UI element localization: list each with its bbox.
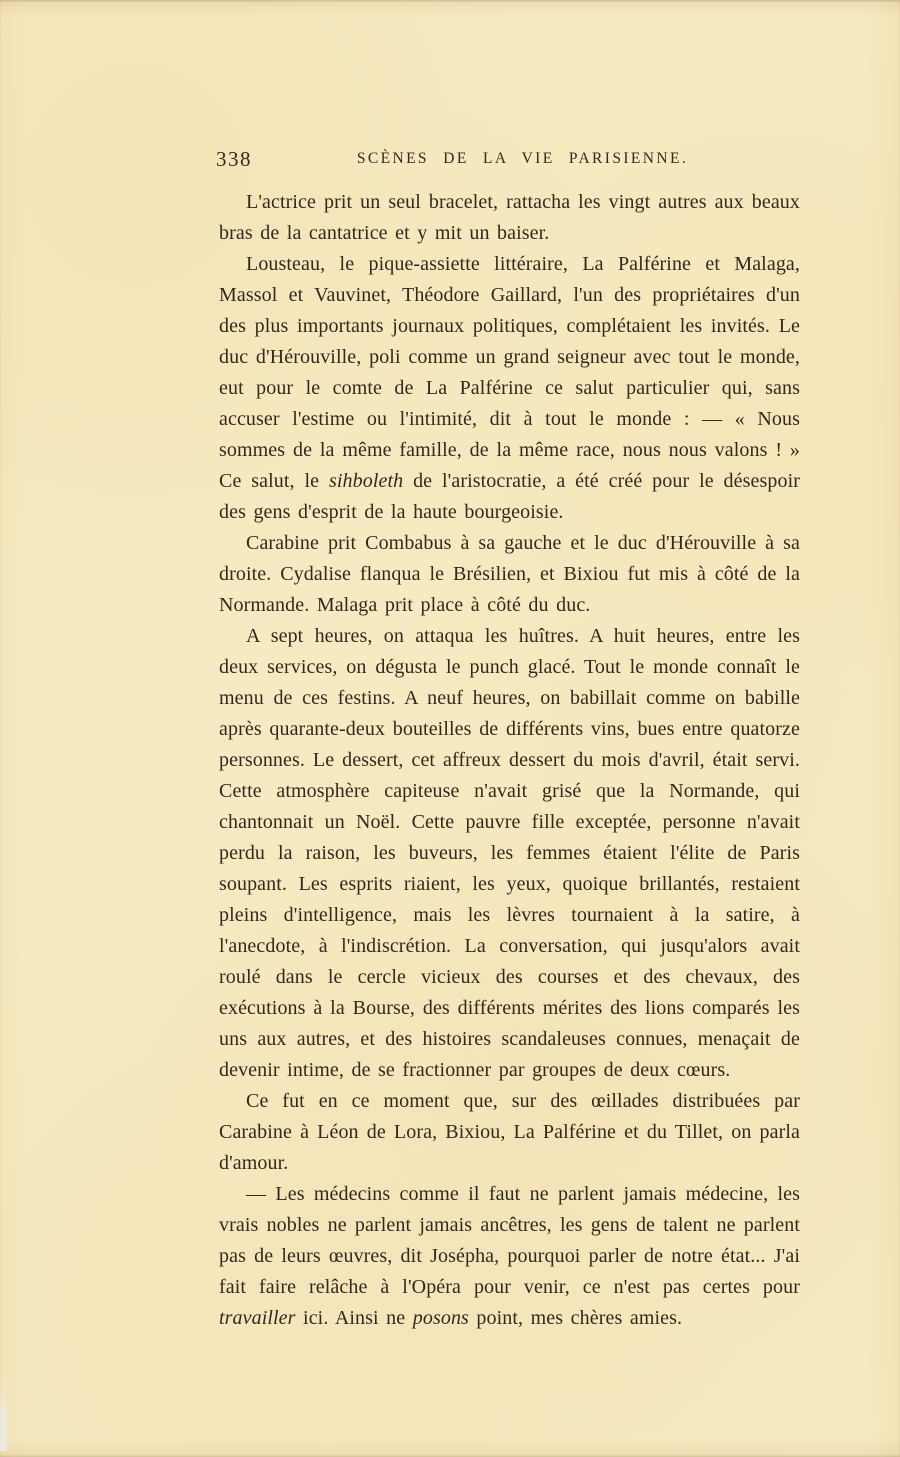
text-segment: — Les médecins comme il faut ne parlent jamais médecine, les vrais nobles ne parlent jamais ancêtres, les gens de talent ne parlent pas de leurs œuvres, dit Josépha, pourquoi parler de notre état... J'ai fait faire relâche à l'Opéra pour venir, ce n'est pas certes pour bbox=[219, 1183, 800, 1298]
italic-text: travailler bbox=[219, 1307, 296, 1329]
paragraph bbox=[219, 621, 800, 1086]
paragraph bbox=[219, 249, 800, 528]
text-segment: ici. Ainsi ne bbox=[295, 1307, 413, 1329]
text-segment: L'actrice prit un seul bracelet, rattacha les vingt autres aux beaux bras de la cantatrice et y mit un baiser. bbox=[219, 191, 800, 244]
text-segment: A sept heures, on attaqua les huîtres. A huit heures, entre les deux services, on dégusta le punch glacé. Tout le monde connaît le menu de ces festins. A neuf heures, on babillait comme on babille après quarante-deux bouteilles de différents vins, bues entre quatorze personnes. Le dessert, cet affreux dessert du mois d'avril, était servi. Cette atmosphère capiteuse n'avait grisé que la Normande, qui chantonnait un Noël. Cette pauvre fille exceptée, personne n'avait perdu la raison, les buveurs, les femmes étaient l'élite de Paris soupant. Les esprits riaient, les yeux, quoique brillantés, restaient pleins d'intelligence, mais les lèvres tournaient à la satire, à l'anecdote, à l'indiscrétion. La conversation, qui jusqu'alors avait roulé dans le cercle vicieux des courses et des chevaux, des exécutions à la Bourse, des différents mérites des lions comparés les uns aux autres, et des histoires scandaleuses connues, menaçait de devenir intime, de se fractionner par groupes de deux cœurs. bbox=[219, 625, 800, 1081]
text-segment: Ce fut en ce moment que, sur des œillades distribuées par Carabine à Léon de Lora, Bixiou, La Palférine et du Tillet, on parla d'amour. bbox=[219, 1090, 800, 1174]
italic-text: posons bbox=[412, 1307, 469, 1329]
paragraph bbox=[219, 528, 800, 621]
text-segment: Lousteau, le pique-assiette littéraire, La Palférine et Malaga, Massol et Vauvinet, Théodore Gaillard, l'un des propriétaires d'un des plus importants journaux politiques, complétaient les invités. Le duc d'Hérouville, poli comme un grand seigneur avec tout le monde, eut pour le comte de La Palférine ce salut particulier qui, sans accuser l'estime ou l'intimité, dit à tout le monde : — « Nous sommes de la même famille, de la même race, nous nous valons ! » Ce salut, le bbox=[219, 253, 800, 492]
scan-edge-artifact bbox=[0, 1381, 7, 1451]
text-segment: point, mes chères amies. bbox=[468, 1307, 683, 1329]
paragraph bbox=[219, 1086, 800, 1179]
paragraph bbox=[219, 1179, 800, 1334]
italic-text: sihboleth bbox=[328, 470, 404, 492]
text-segment: Carabine prit Combabus à sa gauche et le duc d'Hérouville à sa droite. Cydalise flanqua le Brésilien, et Bixiou fut mis à côté de la Normande. Malaga prit place à côté du duc. bbox=[219, 532, 800, 616]
running-title: SCÈNES DE LA VIE PARISIENNE. bbox=[356, 150, 689, 167]
paragraph bbox=[219, 187, 800, 249]
text-segment: de l'aristocratie, a été créé pour le désespoir des gens d'esprit de la haute bourgeoisie. bbox=[219, 470, 800, 523]
page-header bbox=[216, 147, 800, 174]
text-block bbox=[216, 147, 800, 1334]
page-number: 338 bbox=[216, 147, 252, 171]
page-text bbox=[219, 187, 800, 1334]
